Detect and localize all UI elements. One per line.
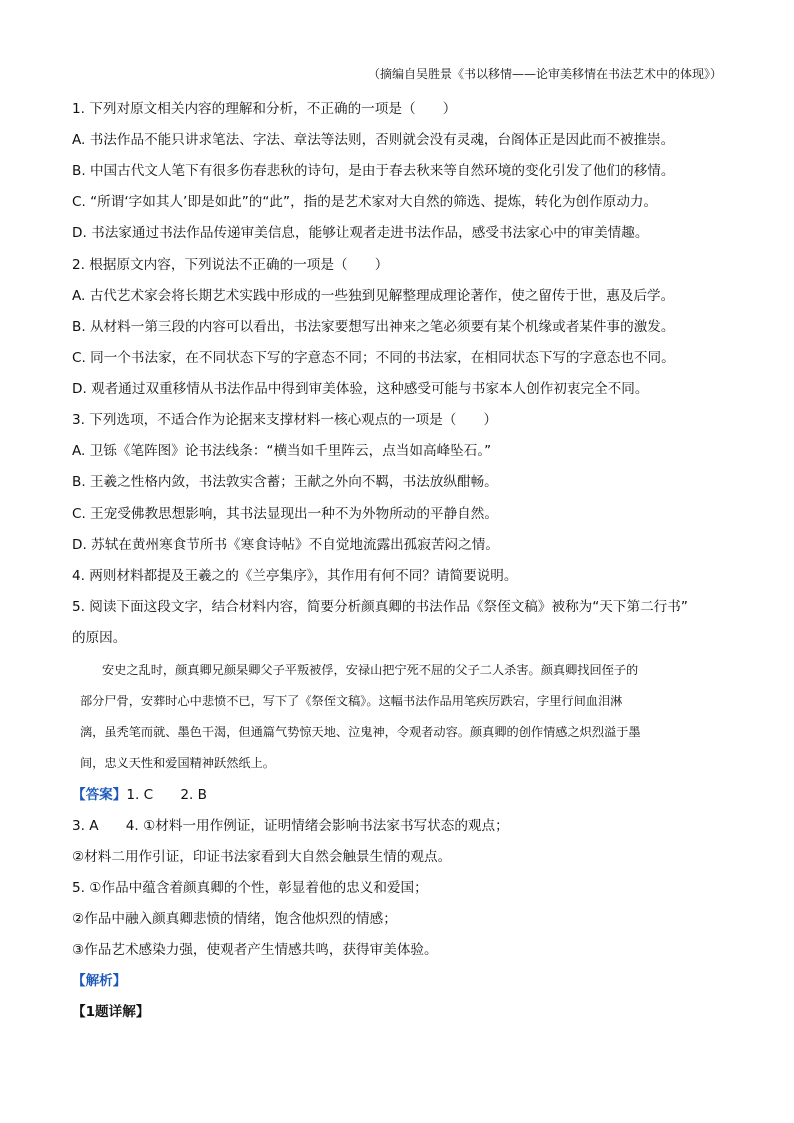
answer-tag: 【答案】 [72, 787, 127, 803]
question-1-stem: 1. 下列对原文相关内容的理解和分析，不正确的一项是（ ） [72, 101, 457, 117]
passage-line-1: 安史之乱时，颜真卿兄颜杲卿父子平叛被俘，安禄山把宁死不屈的父子二人杀害。颜真卿找回侄子的 [102, 663, 639, 677]
passage-line-3: 漓，虽秃笔而就、墨色干渴，但通篇气势惊天地、泣鬼神，令观者动容。颜真卿的创作情感之炽烈溢于墨 [80, 725, 641, 739]
answer-line-5: ②作品中融入颜真卿悲愤的情绪，饱含他炽烈的情感； [72, 911, 397, 927]
question-2-option-d: D. 观者通过双重移情从书法作品中得到审美体验，这种感受可能与书家本人创作初衷完全不同。 [72, 381, 649, 397]
question-1-option-a: A. 书法作品不能只讲求笔法、字法、章法等法则，否则就会没有灵魂，台阁体正是因此而不被推崇。 [72, 132, 675, 148]
question-2-option-a: A. 古代艺术家会将长期艺术实践中形成的一些独到见解整理成理论著作，使之留传于世，惠及后学。 [72, 288, 675, 304]
question-2-option-b: B. 从材料一第三段的内容可以看出，书法家要想写出神来之笔必须要有某个机缘或者某件事的激发。 [72, 319, 675, 335]
question-1-option-c: C. “所谓‘字如其人’即是如此”的“此”，指的是艺术家对大自然的筛选、提炼，转化为创作原动力。 [72, 194, 658, 210]
answer-line-1: 1. C 2. B [126, 787, 207, 803]
question-2-stem: 2. 根据原文内容，下列说法不正确的一项是（ ） [72, 257, 389, 273]
question-3-option-a: A. 卫铄《笔阵图》论书法线条：“横当如千里阵云，点当如高峰坠石。” [72, 443, 492, 459]
answer-line-4: 5. ①作品中蕴含着颜真卿的个性，彰显着他的忠义和爱国； [72, 880, 428, 896]
passage-line-4: 间，忠义天性和爱国精神跃然纸上。 [80, 756, 275, 770]
question-3-option-c: C. 王宠受佛教思想影响，其书法显现出一种不为外物所动的平静自然。 [72, 506, 498, 522]
question-2-option-c: C. 同一个书法家，在不同状态下写的字意态不同；不同的书法家，在相同状态下写的字意态也不同。 [72, 350, 675, 366]
answer-block-first-line [72, 786, 207, 804]
question-3-stem: 3. 下列选项，不适合作为论据来支撑材料一核心观点的一项是（ ） [72, 412, 498, 428]
passage-line-2: 部分尸骨，安葬时心中悲愤不已，写下了《祭侄文稿》。这幅书法作品用笔疾厉跌宕，字里行间血泪淋 [80, 694, 623, 708]
question-5-stem-cont: 的原因。 [72, 630, 127, 646]
analysis-tag: 【解析】 [72, 973, 127, 989]
question-3-option-d: D. 苏轼在黄州寒食节所书《寒食诗帖》不自觉地流露出孤寂苦闷之情。 [72, 537, 499, 553]
question-5-stem: 5. 阅读下面这段文字，结合材料内容，简要分析颜真卿的书法作品《祭侄文稿》被称为“天下第二行书” [72, 599, 688, 615]
detail-tag: 【1题详解】 [72, 1004, 150, 1020]
question-3-option-b: B. 王羲之性格内敛，书法敦实含蓄；王献之外向不羁，书法放纵酣畅。 [72, 474, 498, 490]
question-1-option-d: D. 书法家通过书法作品传递审美信息，能够让观者走进书法作品，感受书法家心中的审美情趣。 [72, 225, 649, 241]
answer-line-6: ③作品艺术感染力强，使观者产生情感共鸣，获得审美体验。 [72, 942, 438, 958]
source-citation: （摘编自吴胜景《书以移情——论审美移情在书法艺术中的体现》） [367, 67, 722, 81]
answer-line-2: 3. A 4. ①材料一用作例证，证明情绪会影响书法家书写状态的观点； [72, 818, 509, 834]
question-1-option-b: B. 中国古代文人笔下有很多伤春悲秋的诗句，是由于春去秋来等自然环境的变化引发了他们的移情。 [72, 163, 675, 179]
answer-line-3: ②材料二用作引证，印证书法家看到大自然会触景生情的观点。 [72, 849, 452, 865]
question-4-stem: 4. 两则材料都提及王羲之的《兰亭集序》，其作用有何不同？请简要说明。 [72, 568, 518, 584]
